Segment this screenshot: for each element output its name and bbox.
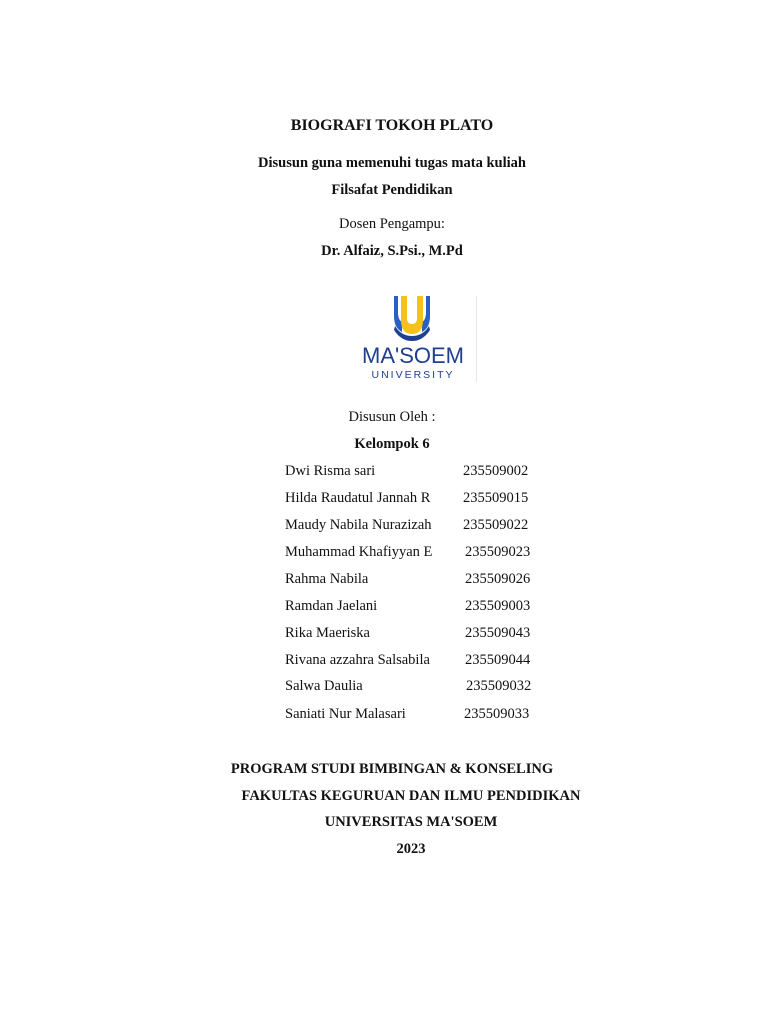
member-nim: 235509023 — [465, 544, 531, 560]
member-nim: 235509026 — [465, 571, 531, 587]
document-title: BIOGRAFI TOKOH PLATO — [290, 117, 494, 134]
member-name: Muhammad Khafiyyan E — [285, 544, 433, 560]
logo-wordmark: MA'SOEM — [362, 343, 464, 368]
university-name: UNIVERSITAS MA'SOEM — [324, 814, 498, 830]
member-name: Dwi Risma sari — [285, 463, 376, 479]
document-year: 2023 — [396, 841, 426, 857]
member-nim: 235509022 — [463, 517, 529, 533]
faculty-name: FAKULTAS KEGURUAN DAN ILMU PENDIDIKAN — [241, 788, 581, 804]
member-nim: 235509015 — [463, 490, 529, 506]
university-logo-icon — [352, 294, 478, 384]
member-name: Salwa Daulia — [285, 678, 363, 694]
member-name: Rika Maeriska — [285, 625, 370, 641]
group-name: Kelompok 6 — [354, 436, 430, 452]
document-subtitle: Disusun guna memenuhi tugas mata kuliah — [258, 155, 526, 171]
member-nim: 235509044 — [465, 652, 531, 668]
university-logo — [352, 294, 478, 384]
logo-subtext: UNIVERSITY — [371, 369, 455, 381]
member-name: Saniati Nur Malasari — [285, 706, 406, 722]
lecturer-label: Dosen Pengampu: — [339, 216, 445, 232]
member-nim: 235509002 — [463, 463, 529, 479]
member-name: Rivana azzahra Salsabila — [285, 652, 430, 668]
program-name: PROGRAM STUDI BIMBINGAN & KONSELING — [230, 761, 554, 777]
prepared-by-label: Disusun Oleh : — [348, 409, 436, 425]
course-name: Filsafat Pendidikan — [331, 182, 453, 198]
member-name: Maudy Nabila Nurazizah — [285, 517, 432, 533]
member-nim: 235509033 — [464, 706, 530, 722]
member-name: Hilda Raudatul Jannah R — [285, 490, 431, 506]
member-name: Ramdan Jaelani — [285, 598, 378, 614]
member-nim: 235509043 — [465, 625, 531, 641]
logo-divider — [476, 296, 477, 382]
member-nim: 235509032 — [466, 678, 532, 694]
member-name: Rahma Nabila — [285, 571, 369, 587]
member-nim: 235509003 — [465, 598, 531, 614]
lecturer-name: Dr. Alfaiz, S.Psi., M.Pd — [321, 243, 463, 259]
